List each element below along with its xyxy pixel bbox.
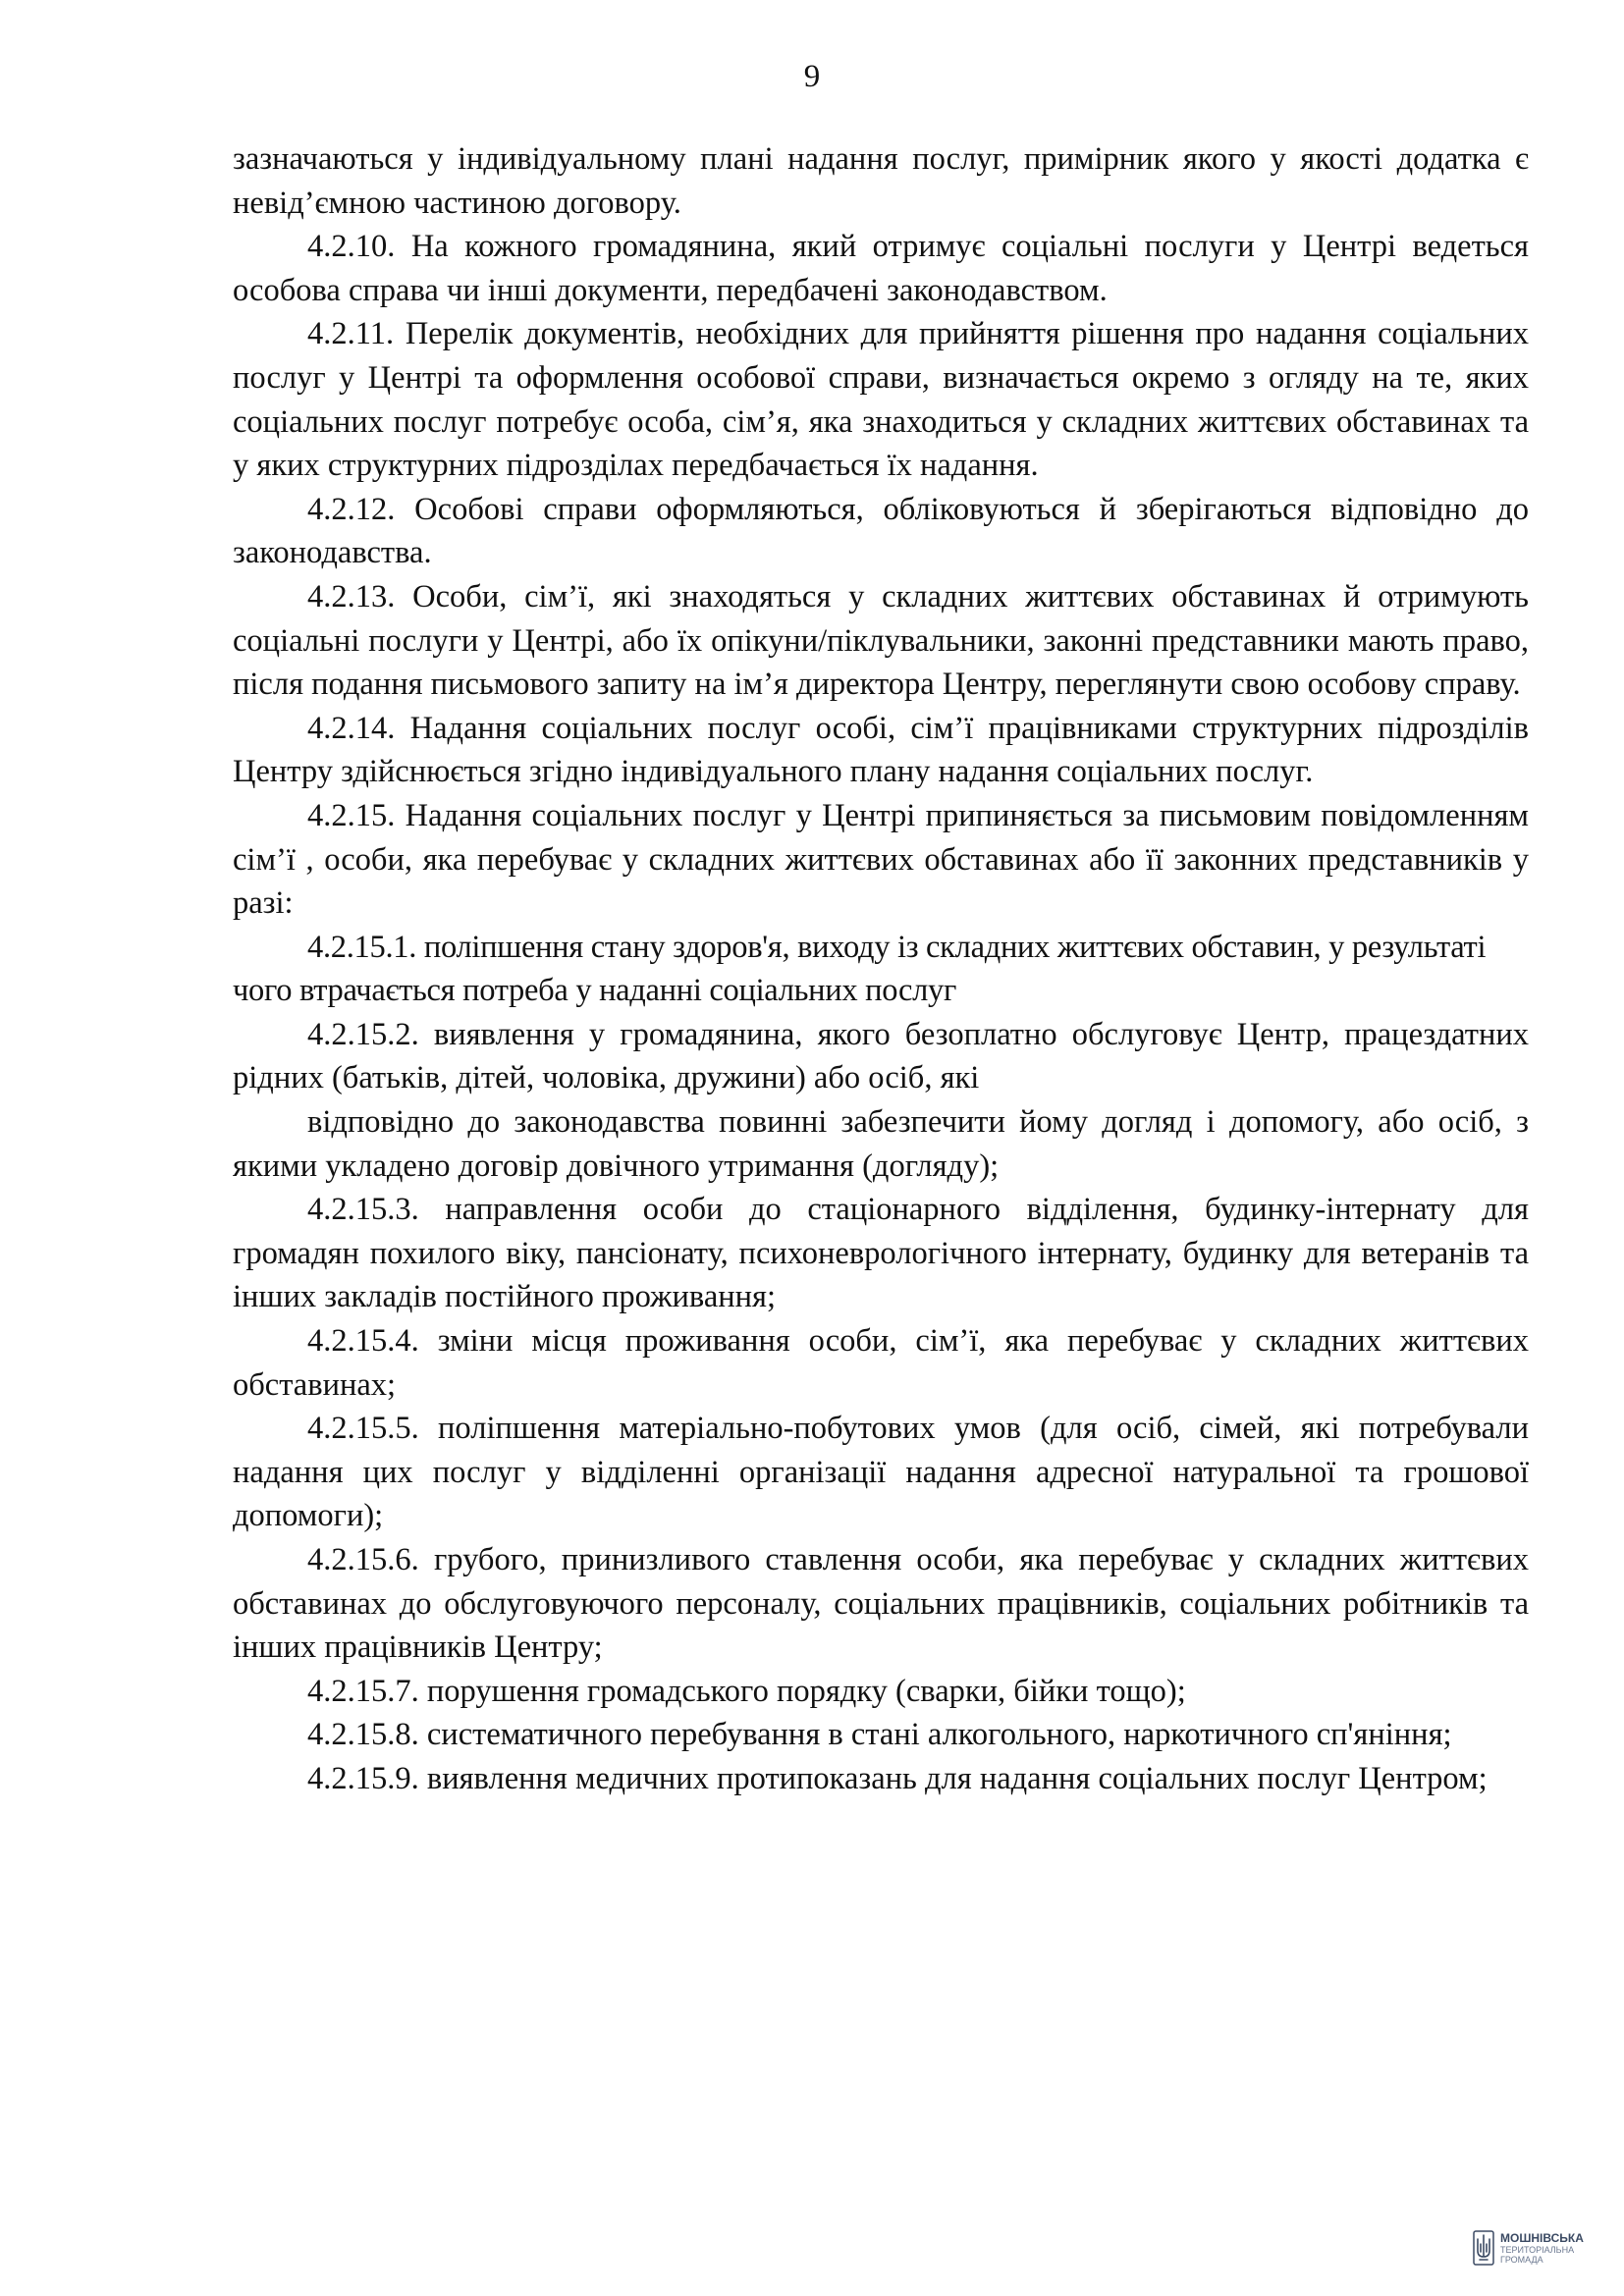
paragraph-4-2-15-2: 4.2.15.2. виявлення у громадянина, якого безоплатно обслуговує Центр, працездатних рідних (батьків, дітей, чоловіка, дружини) або осіб, які xyxy=(233,1016,1529,1096)
stamp-line-2: ТЕРИТОРІАЛЬНА xyxy=(1500,2245,1575,2255)
paragraph-4-2-15-6: 4.2.15.6. грубого, принизливого ставлення особи, яка перебуває у складних життєвих обставинах до обслуговуючого персоналу, соціальних працівників, соціальних робітників та інших працівників Центру; xyxy=(233,1542,1529,1666)
paragraph-4-2-15-4: 4.2.15.4. зміни місця проживання особи, сім’ї, яка перебуває у складних життєвих обставинах; xyxy=(233,1323,1529,1403)
paragraph-continuation: зазначаються у індивідуальному плані надання послуг, примірник якого у якості додатка є невід’ємною частиною договору. xyxy=(233,141,1529,221)
stamp-text xyxy=(1500,2231,1584,2265)
paragraph-4-2-15-2-continued: відповідно до законодавства повинні забезпечити йому догляд і допомогу, або осіб, з якими укладено договір довічного утримання (догляду); xyxy=(233,1104,1529,1184)
stamp-line-1: МОШНІВСЬКА xyxy=(1500,2231,1584,2245)
paragraph-4-2-10: 4.2.10. На кожного громадянина, який отримує соціальні послуги у Центрі ведеться особова справа чи інші документи, передбачені законодавством. xyxy=(233,229,1529,308)
document-body xyxy=(233,137,1529,1801)
trident-icon xyxy=(1473,2230,1494,2266)
community-stamp xyxy=(1473,2222,1610,2273)
page-number: 9 xyxy=(803,59,821,94)
paragraph-4-2-15-7: 4.2.15.7. порушення громадського порядку (сварки, бійки тощо); xyxy=(307,1673,1186,1709)
paragraph-4-2-14: 4.2.14. Надання соціальних послуг особі, сім’ї працівниками структурних підрозділів Центру здійснюється згідно індивідуального плану надання соціальних послуг. xyxy=(233,710,1529,790)
paragraph-4-2-15-8: 4.2.15.8. систематичного перебування в стані алкогольного, наркотичного сп'яніння; xyxy=(307,1717,1452,1753)
paragraph-4-2-15: 4.2.15. Надання соціальних послуг у Центрі припиняється за письмовим повідомленням сім’ї , особи, яка перебуває у складних життєвих обставинах або її законних представників у разі: xyxy=(233,797,1529,922)
stamp-line-3: ГРОМАДА xyxy=(1500,2255,1543,2265)
paragraph-4-2-15-1: 4.2.15.1. поліпшення стану здоров'я, виходу із складних життєвих обставин, у результаті чого втрачається потреба у наданні соціальних послуг xyxy=(233,929,1487,1009)
paragraph-4-2-15-5: 4.2.15.5. поліпшення матеріально-побутових умов (для осіб, сімей, які потребували надання цих послуг у відділенні організації надання адресної натуральної та грошової допомоги); xyxy=(233,1411,1529,1534)
paragraph-4-2-15-9: 4.2.15.9. виявлення медичних протипоказань для надання соціальних послуг Центром; xyxy=(307,1760,1488,1796)
paragraph-4-2-13: 4.2.13. Особи, сім’ї, які знаходяться у складних життєвих обставинах й отримують соціальні послуги у Центрі, або їх опікуни/піклувальники, законні представники мають право, після подання письмового запиту на ім’я директора Центру, переглянути свою особову справу. xyxy=(233,578,1529,703)
paragraph-4-2-15-3: 4.2.15.3. направлення особи до стаціонарного відділення, будинку-інтернату для громадян похилого віку, пансіонату, психоневрологічного інтернату, будинку для ветеранів та інших закладів постійного проживання; xyxy=(233,1192,1529,1315)
paragraph-4-2-11: 4.2.11. Перелік документів, необхідних для прийняття рішення про надання соціальних послуг у Центрі та оформлення особової справи, визначається окремо з огляду на те, яких соціальних послуг потребує особа, сім’я, яка знаходиться у складних життєвих обставинах та у яких структурних підрозділах передбачається їх надання. xyxy=(233,316,1529,484)
paragraph-4-2-12: 4.2.12. Особові справи оформляються, обліковуються й зберігаються відповідно до законодавства. xyxy=(233,491,1529,571)
